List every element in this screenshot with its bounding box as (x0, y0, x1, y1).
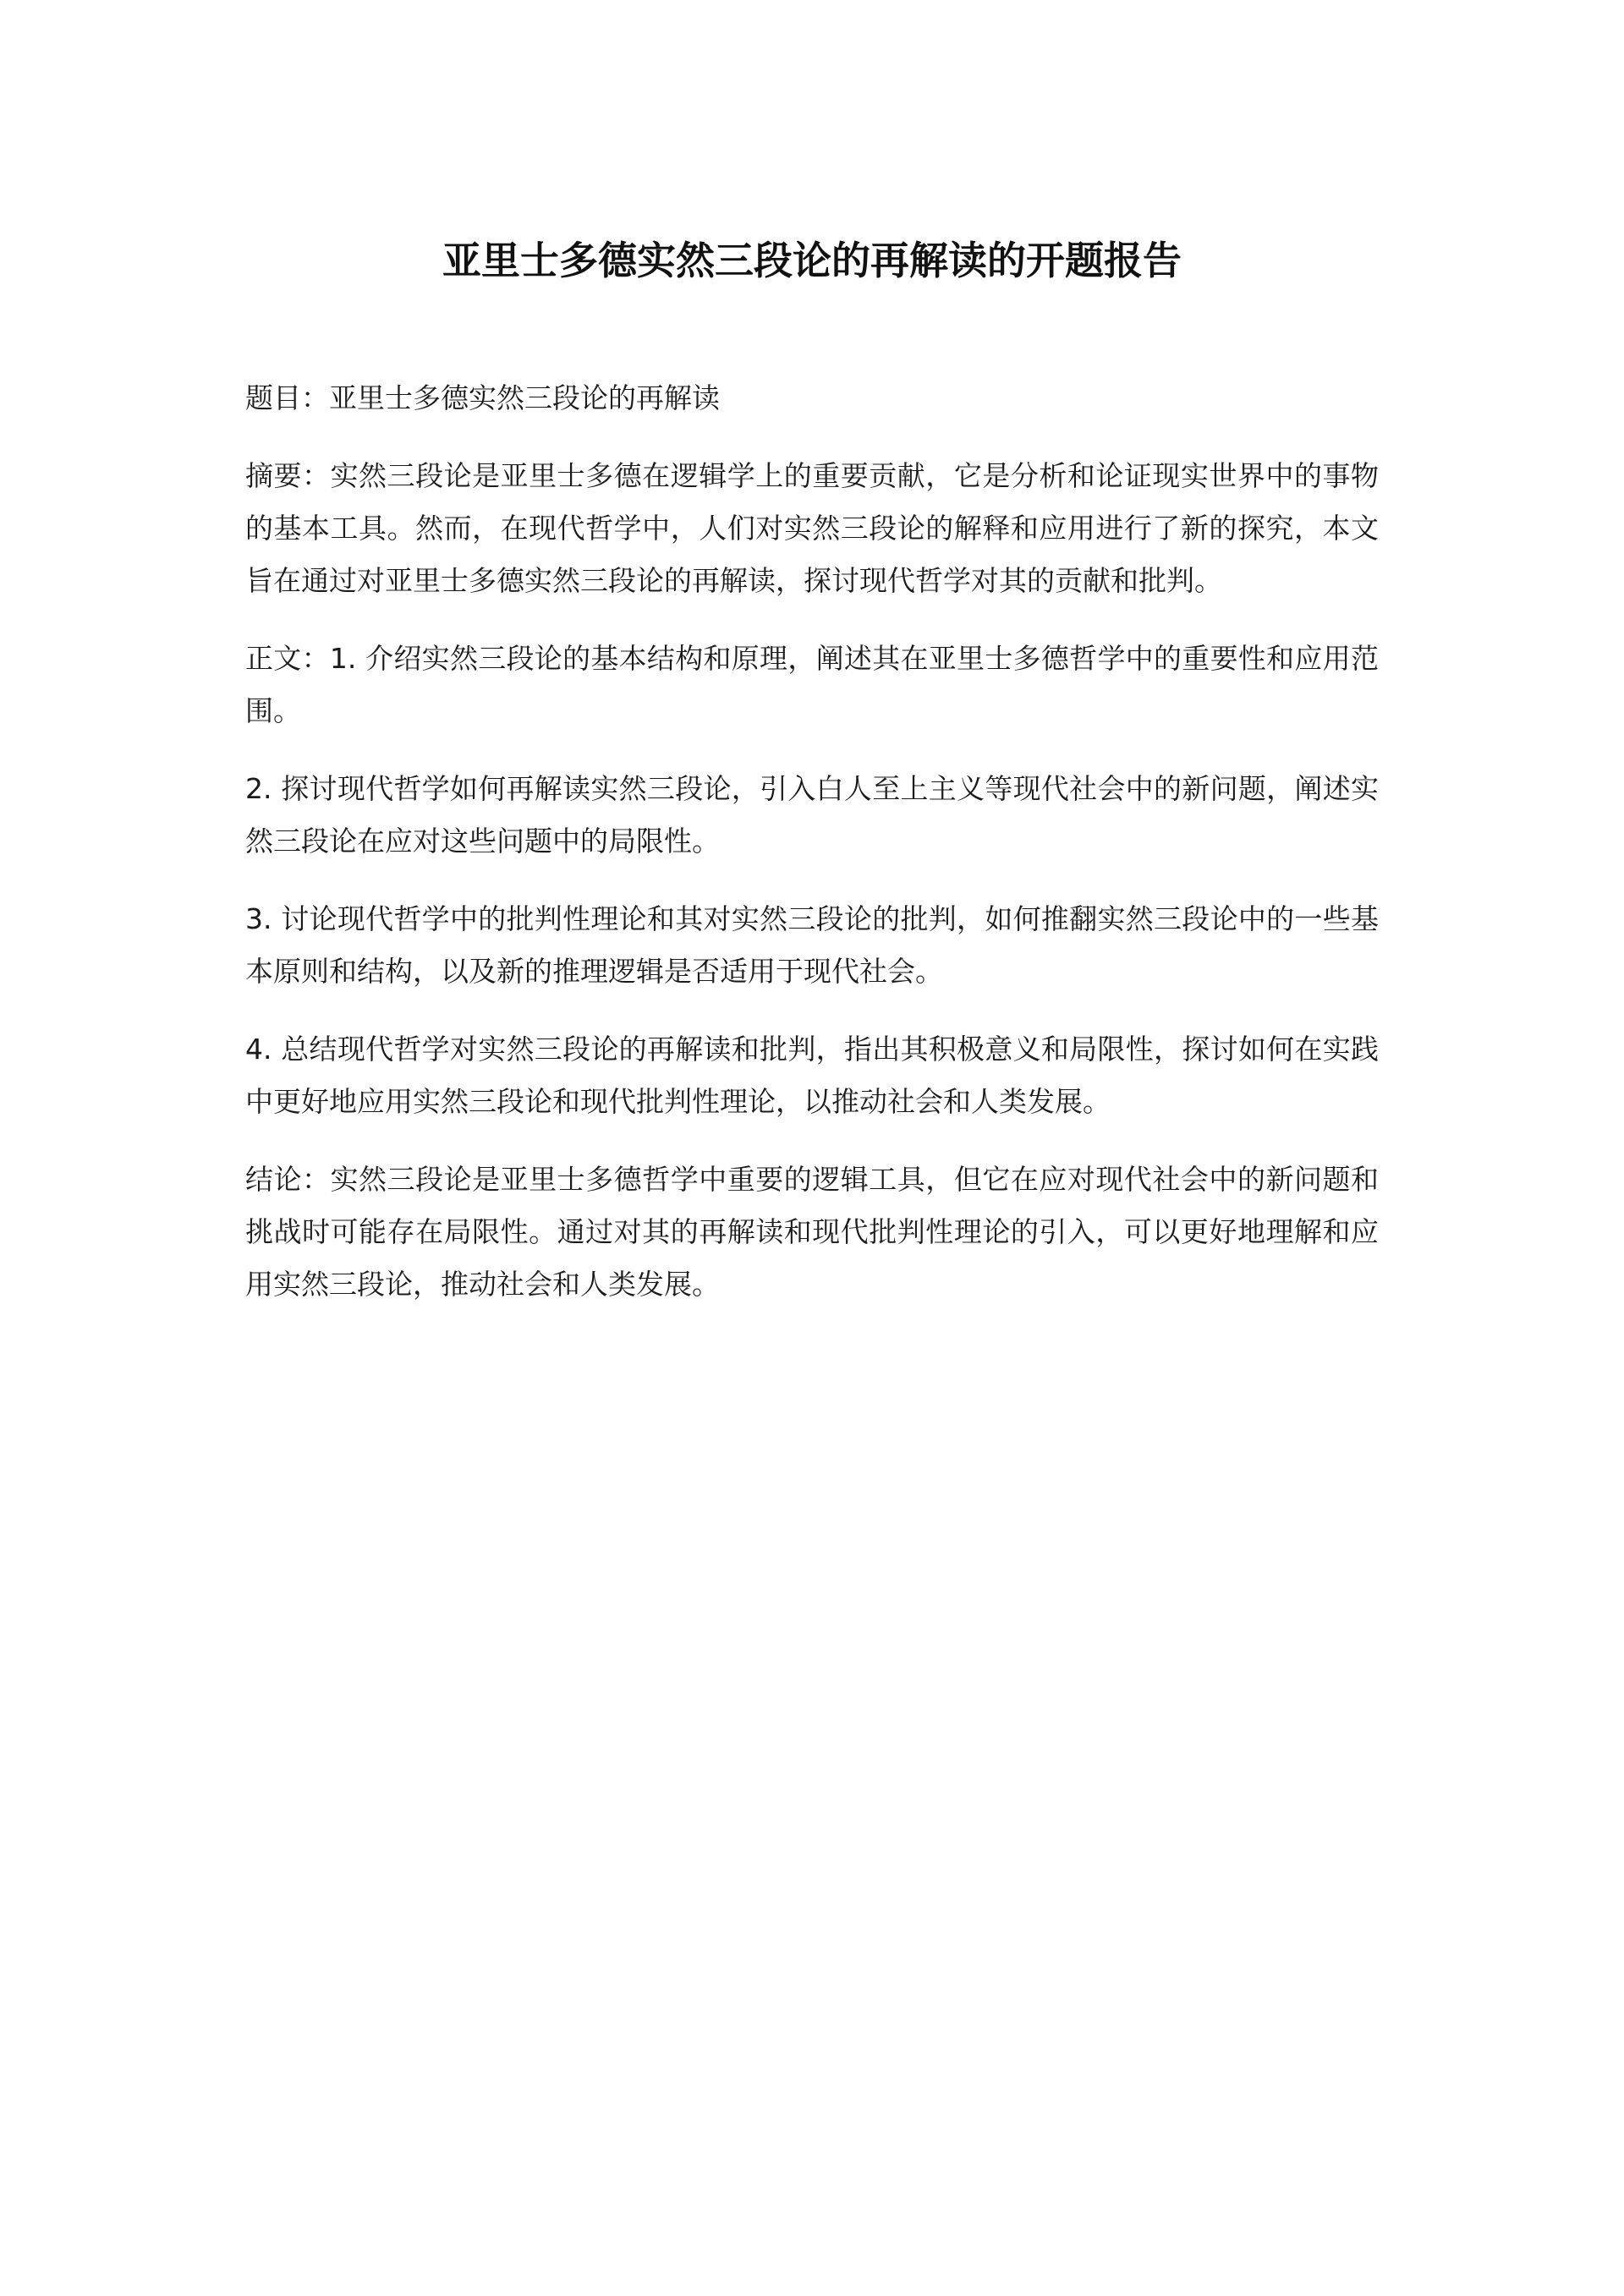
paragraph-topic: 题目：亚里士多德实然三段论的再解读 (245, 381, 720, 414)
paragraph-conclusion: 结论：实然三段论是亚里士多德哲学中重要的逻辑工具，但它在应对现代社会中的新问题和挑战时可能存在局限性。通过对其的再解读和现代批判性理论的引入，可以更好地理解和应用实然三段论，推动社会和人类发展。 (245, 1163, 1379, 1301)
paragraph-main-1: 正文：1. 介绍实然三段论的基本结构和原理，阐述其在亚里士多德哲学中的重要性和应用范围。 (245, 642, 1379, 727)
paragraph-main-4: 4. 总结现代哲学对实然三段论的再解读和批判，指出其积极意义和局限性，探讨如何在实践中更好地应用实然三段论和现代批判性理论，以推动社会和人类发展。 (245, 1033, 1379, 1118)
paragraph-main-3: 3. 讨论现代哲学中的批判性理论和其对实然三段论的批判，如何推翻实然三段论中的一些基本原则和结构，以及新的推理逻辑是否适用于现代社会。 (245, 902, 1379, 988)
paragraph-abstract: 摘要：实然三段论是亚里士多德在逻辑学上的重要贡献，它是分析和论证现实世界中的事物的基本工具。然而，在现代哲学中，人们对实然三段论的解释和应用进行了新的探究，本文旨在通过对亚里士多德实然三段论的再解读，探讨现代哲学对其的贡献和批判。 (245, 459, 1379, 597)
document-body (245, 372, 1379, 1336)
document-title: 亚里士多德实然三段论的再解读的开题报告 (442, 238, 1182, 283)
paragraph-main-2: 2. 探讨现代哲学如何再解读实然三段论，引入白人至上主义等现代社会中的新问题，阐述实然三段论在应对这些问题中的局限性。 (245, 772, 1379, 858)
